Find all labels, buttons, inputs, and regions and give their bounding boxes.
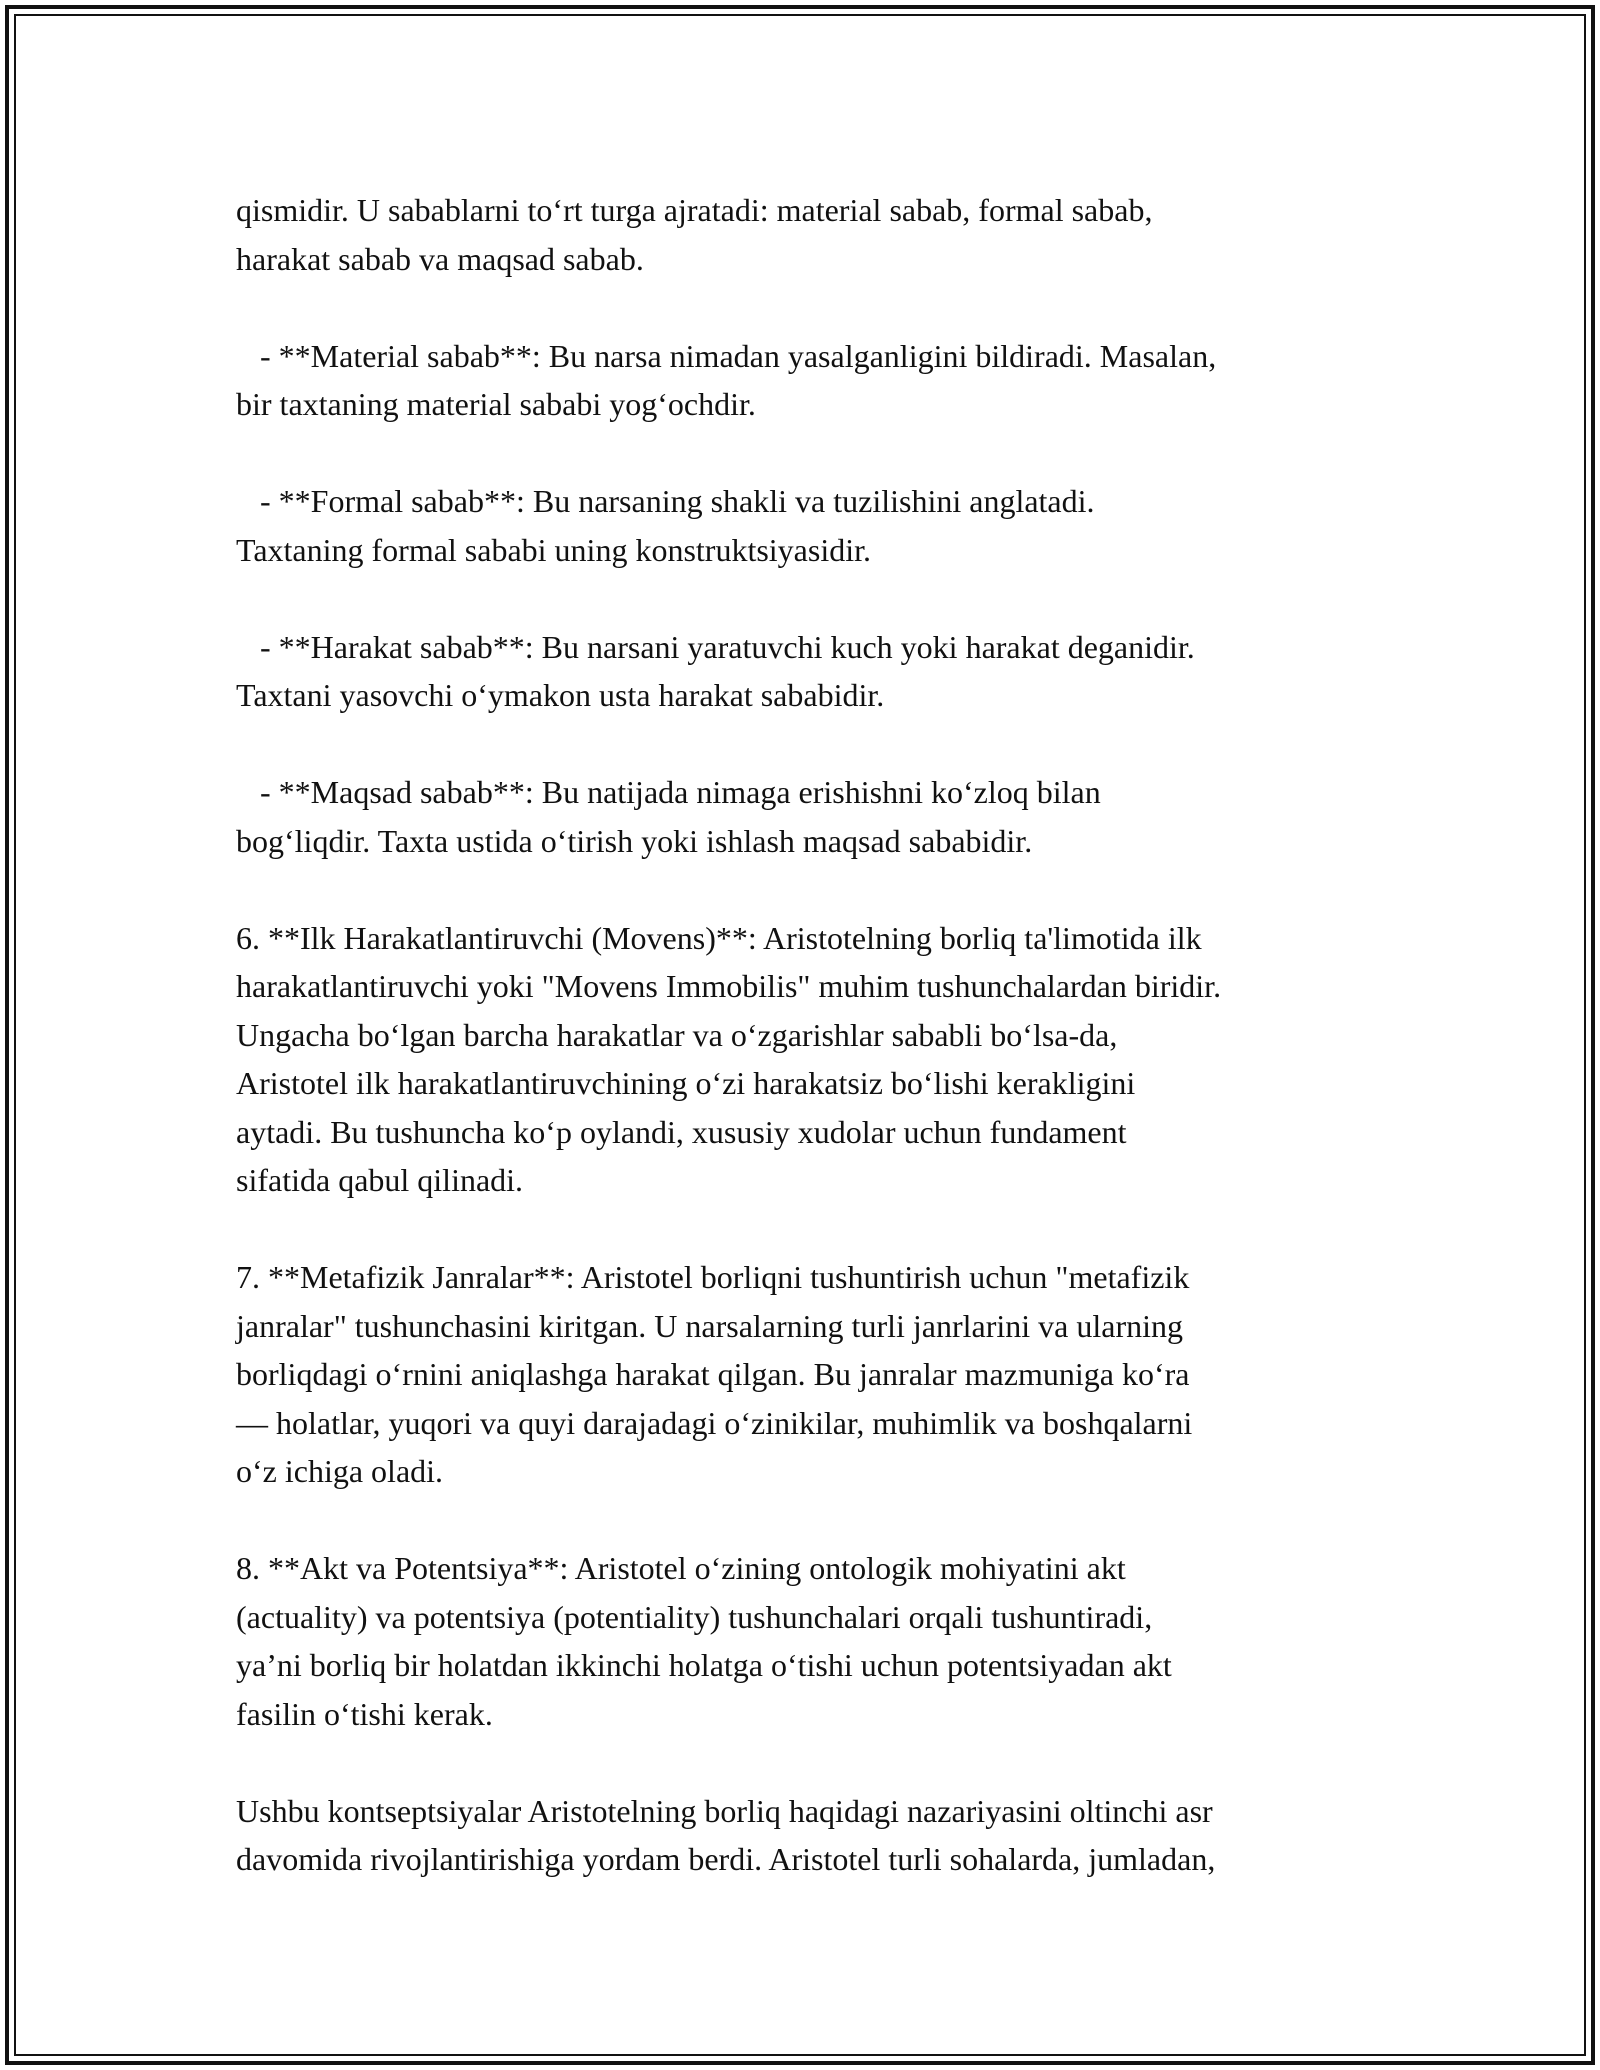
text-line: - **Harakat sabab**: Bu narsani yaratuvchi kuch yoki harakat deganidir.	[236, 628, 1195, 665]
text-line: — holatlar, yuqori va quyi darajadagi o‘zinikilar, muhimlik va boshqalarni	[236, 1404, 1193, 1441]
text-line: bir taxtaning material sababi yog‘ochdir.	[236, 386, 756, 422]
text-line: Taxtaning formal sababi uning konstruktsiyasidir.	[236, 531, 871, 568]
blank-line	[236, 1496, 1386, 1545]
text-line: davomida rivojlantirishiga yordam berdi. Aristotel turli sohalarda, jumladan,	[236, 1841, 1216, 1877]
text-line: 7. **Metafizik Janralar**: Aristotel borliqni tushuntirish uchun "metafizik	[236, 1259, 1190, 1295]
text-line: ya’ni borliq bir holatdan ikkinchi holatga o‘tishi uchun potentsiyadan akt	[236, 1647, 1172, 1683]
text-line: aytadi. Bu tushuncha ko‘p oylandi, xususiy xudolar uchun fundament	[236, 1113, 1127, 1150]
text-line: harakatlantiruvchi yoki "Movens Immobilis" muhim tushunchalardan biridir.	[236, 968, 1222, 1004]
blank-line	[236, 1738, 1386, 1787]
text-line: Taxtani yasovchi o‘ymakon usta harakat sababidir.	[236, 677, 885, 713]
text-line: bog‘liqdir. Taxta ustida o‘tirish yoki ishlash maqsad sababidir.	[236, 822, 1033, 859]
blank-line	[236, 283, 1386, 332]
text-line: Ushbu kontseptsiyalar Aristotelning borliq haqidagi nazariyasini oltinchi asr	[236, 1792, 1213, 1829]
text-line: qismidir. U sabablarni to‘rt turga ajratadi: material sabab, formal sabab,	[236, 192, 1153, 228]
blank-line	[236, 574, 1386, 623]
text-line: janralar" tushunchasini kiritgan. U narsalarning turli janrlarini va ularning	[236, 1307, 1183, 1344]
text-line: Aristotel ilk harakatlantiruvchining o‘zi harakatsiz bo‘lishi kerakligini	[236, 1065, 1136, 1101]
text-line: - **Formal sabab**: Bu narsaning shakli va tuzilishini anglatadi.	[236, 483, 1095, 519]
text-line: Ungacha bo‘lgan barcha harakatlar va o‘zgarishlar sababli bo‘lsa-da,	[236, 1016, 1118, 1053]
text-line: sifatida qabul qilinadi.	[236, 1162, 524, 1198]
document-body	[236, 186, 1386, 1884]
blank-line	[236, 1205, 1386, 1254]
text-line: fasilin o‘tishi kerak.	[236, 1695, 493, 1732]
blank-line	[236, 429, 1386, 478]
text-line: - **Maqsad sabab**: Bu natijada nimaga erishishni ko‘zloq bilan	[236, 774, 1101, 810]
text-line: - **Material sabab**: Bu narsa nimadan yasalganligini bildiradi. Masalan,	[236, 337, 1217, 374]
text-line: 8. **Akt va Potentsiya**: Aristotel o‘zining ontologik mohiyatini akt	[236, 1550, 1126, 1586]
text-line: borliqdagi o‘rnini aniqlashga harakat qilgan. Bu janralar mazmuniga ko‘ra	[236, 1356, 1190, 1392]
text-line: (actuality) va potentsiya (potentiality) tushunchalari orqali tushuntiradi,	[236, 1598, 1153, 1635]
text-line: o‘z ichiga oladi.	[236, 1453, 444, 1489]
blank-line	[236, 865, 1386, 914]
blank-line	[236, 720, 1386, 769]
text-line: harakat sabab va maqsad sabab.	[236, 240, 644, 277]
text-line: 6. **Ilk Harakatlantiruvchi (Movens)**: Aristotelning borliq ta'limotida ilk	[236, 919, 1202, 956]
